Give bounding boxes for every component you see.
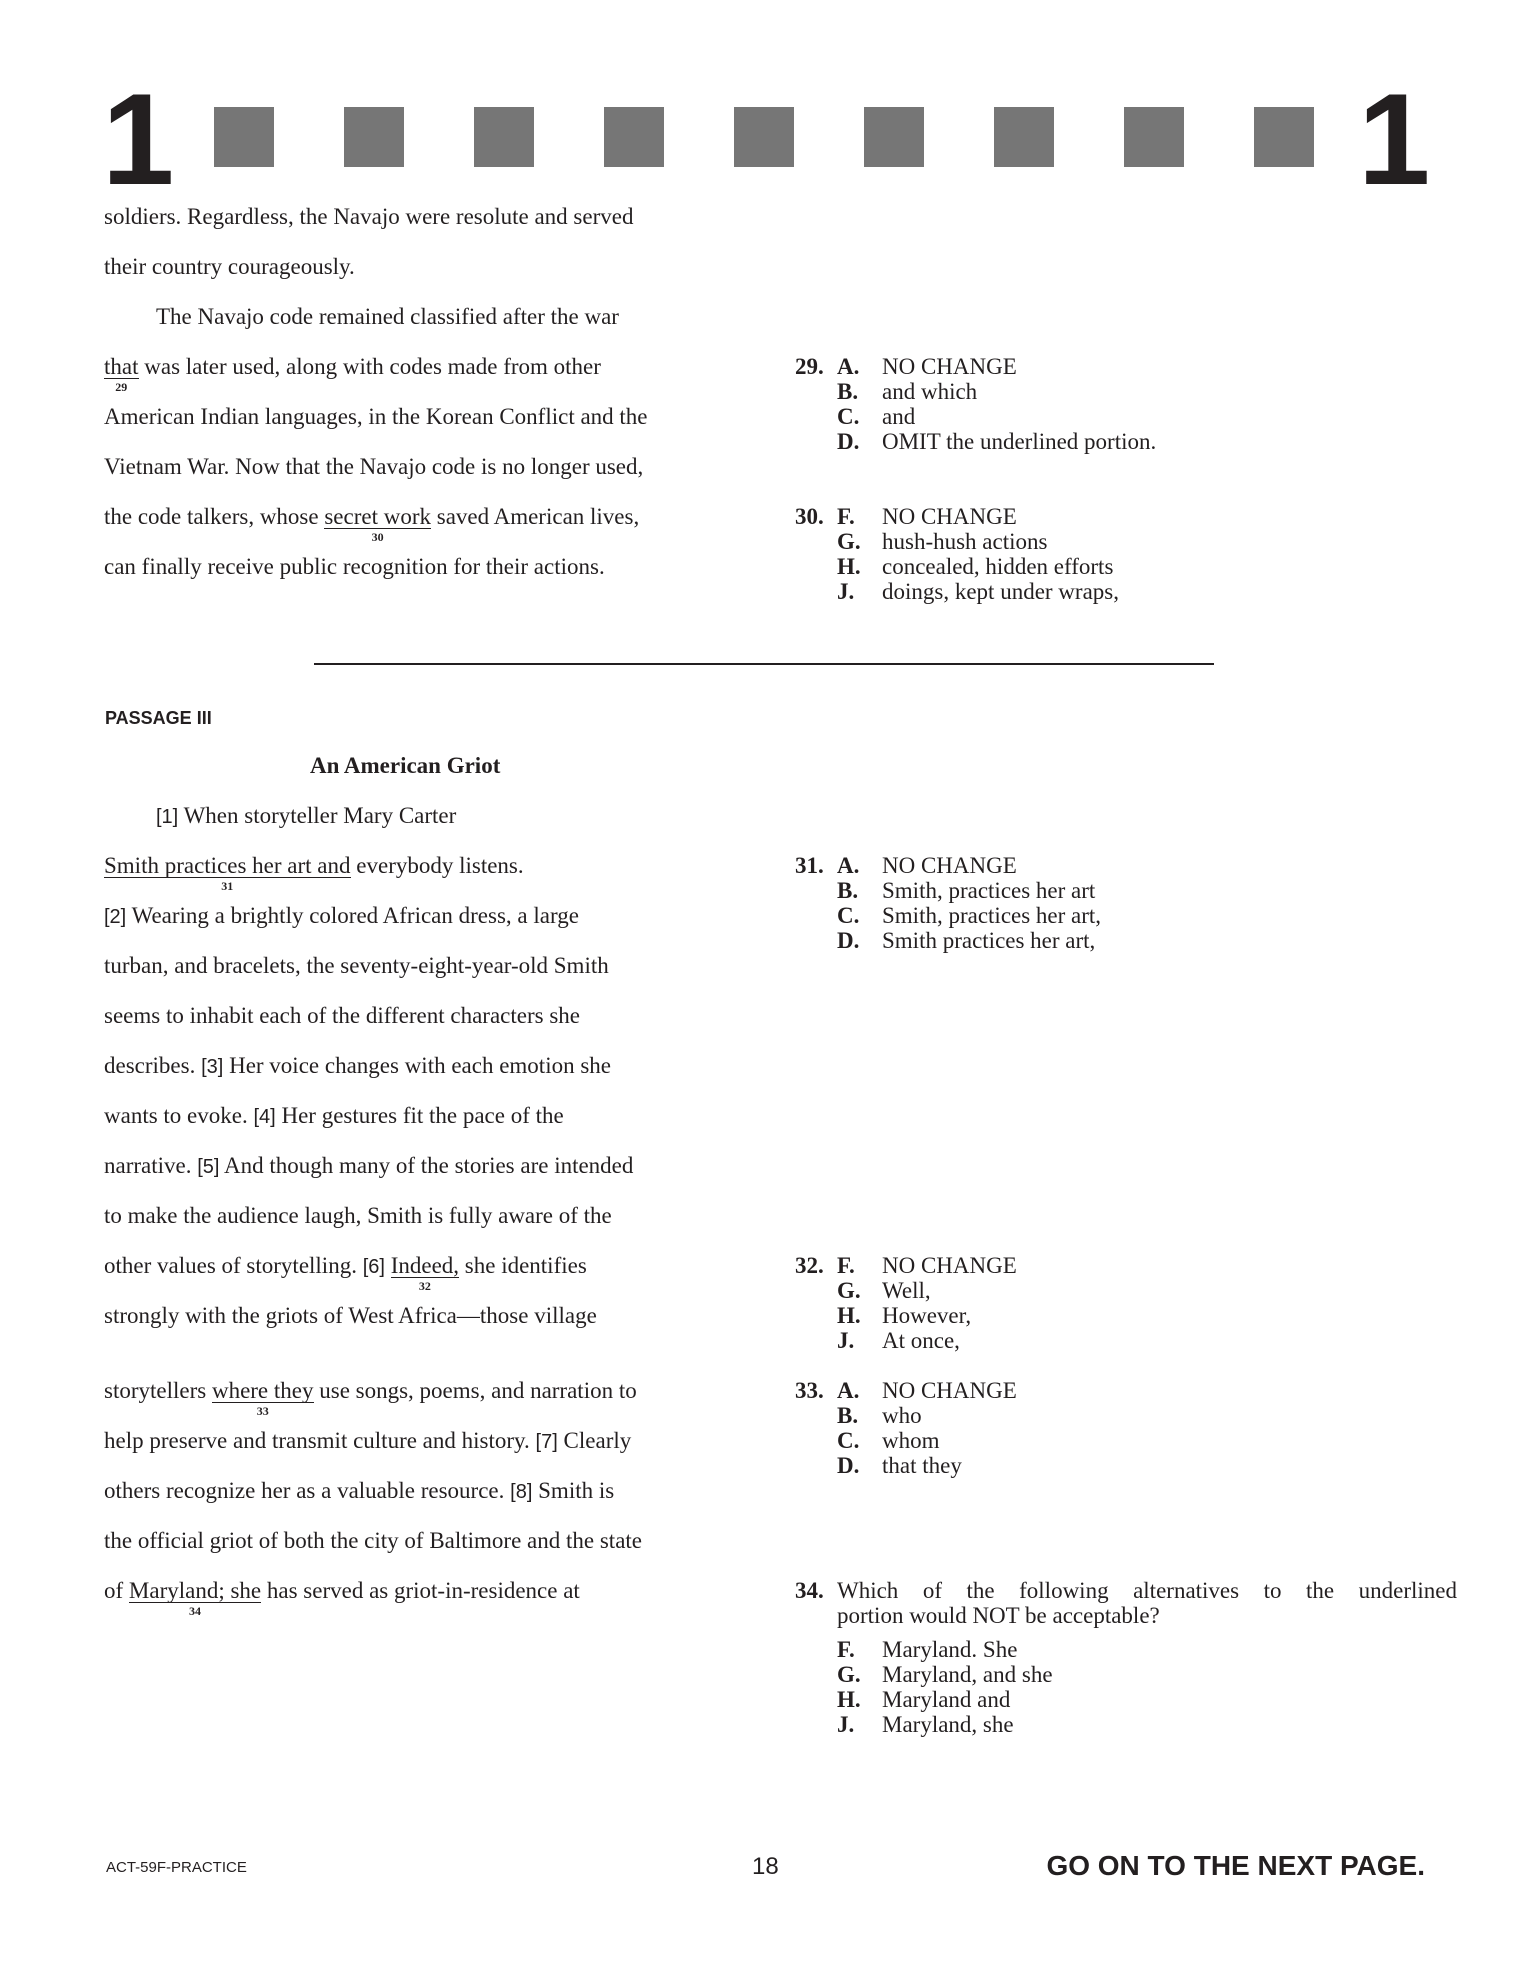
question-number: 29. (795, 354, 824, 379)
option-text: NO CHANGE (882, 354, 1017, 379)
question-31 (795, 853, 1101, 953)
header-square (864, 107, 924, 167)
sentence-marker: [1] (156, 806, 179, 828)
passage-line: turban, and bracelets, the seventy-eight-year-old Smith (104, 953, 609, 978)
question-marker-29: 29 (115, 380, 128, 394)
question-33 (795, 1378, 1017, 1478)
option-letter: B. (837, 878, 859, 903)
passage-line (104, 853, 524, 893)
header-square (214, 107, 274, 167)
option-text: Maryland. She (882, 1637, 1018, 1662)
option-row[interactable] (795, 903, 1101, 928)
option-letter: D. (837, 928, 860, 953)
passage-title: An American Griot (310, 753, 501, 778)
question-marker-31: 31 (221, 879, 234, 893)
option-row[interactable] (795, 529, 1119, 554)
option-row[interactable] (795, 878, 1101, 903)
passage-line (156, 803, 456, 830)
option-letter: H. (837, 1303, 861, 1328)
passage-text: When storyteller Mary Carter (178, 803, 457, 828)
passage-text: Smith is (532, 1478, 615, 1503)
passage-line: the official griot of both the city of Baltimore and the state (104, 1528, 643, 1553)
page-number: 18 (752, 1853, 779, 1880)
option-text: that they (882, 1453, 962, 1478)
option-row[interactable] (795, 928, 1101, 953)
option-row[interactable] (795, 554, 1119, 579)
passage-text: describes. (104, 1053, 202, 1078)
underlined-portion-32[interactable] (390, 1253, 460, 1293)
passage-text: Her voice changes with each emotion she (223, 1053, 611, 1078)
option-text: who (882, 1403, 922, 1428)
question-stem-text: Which of the following alternatives to the underlined (837, 1578, 1457, 1603)
option-text: and which (882, 379, 978, 404)
option-text: Maryland, and she (882, 1662, 1053, 1687)
question-34 (795, 1578, 1457, 1737)
option-letter: G. (837, 1278, 861, 1303)
underlined-portion-33[interactable] (211, 1378, 314, 1418)
option-letter: A. (837, 1378, 860, 1403)
footer-code: ACT-59F-PRACTICE (106, 1859, 247, 1876)
underlined-text: Indeed, (390, 1253, 460, 1278)
option-text: Smith, practices her art, (882, 903, 1102, 928)
option-letter: A. (837, 354, 860, 379)
passage-text: has served as griot-in-residence at (261, 1578, 580, 1603)
option-letter: G. (837, 529, 861, 554)
option-text: Smith, practices her art (882, 878, 1096, 903)
option-text: whom (882, 1428, 940, 1453)
question-stem-text: portion would NOT be acceptable? (837, 1603, 1160, 1628)
option-letter: C. (837, 404, 860, 429)
question-30 (795, 504, 1119, 604)
option-text: doings, kept under wraps, (882, 579, 1119, 604)
option-row[interactable] (795, 1637, 1457, 1662)
option-text: NO CHANGE (882, 1378, 1017, 1403)
option-text: Well, (882, 1278, 931, 1303)
section-number-right: 1 (1358, 66, 1427, 212)
option-text: NO CHANGE (882, 1253, 1017, 1278)
passage-text: use songs, poems, and narration to (313, 1378, 637, 1403)
option-letter: F. (837, 1637, 855, 1662)
option-row[interactable] (795, 1328, 1017, 1353)
question-marker-30: 30 (371, 530, 384, 544)
passage-label: PASSAGE III (105, 708, 212, 728)
passage-line (104, 1103, 564, 1130)
option-row[interactable] (795, 1378, 1017, 1403)
underlined-portion-34[interactable] (128, 1578, 262, 1618)
passage-text: saved American lives, (431, 504, 640, 529)
option-row[interactable] (795, 579, 1119, 604)
option-row[interactable] (795, 1253, 1017, 1278)
option-letter: A. (837, 853, 860, 878)
option-row[interactable] (795, 1712, 1457, 1737)
underlined-text: Maryland; she (128, 1578, 262, 1603)
option-letter: H. (837, 554, 861, 579)
option-letter: J. (837, 1712, 855, 1737)
question-32 (795, 1253, 1017, 1353)
passage-text: of (104, 1578, 129, 1603)
passage-line: Vietnam War. Now that the Navajo code is no longer used, (104, 454, 644, 479)
option-text: OMIT the underlined portion. (882, 429, 1157, 454)
option-row[interactable] (795, 404, 1156, 429)
question-29 (795, 354, 1156, 454)
passage-line (104, 903, 579, 930)
option-letter: B. (837, 379, 859, 404)
header-square (1124, 107, 1184, 167)
option-letter: G. (837, 1662, 861, 1687)
option-text: Smith practices her art, (882, 928, 1096, 953)
passage-line: to make the audience laugh, Smith is fully aware of the (104, 1203, 612, 1228)
passage-line (104, 1478, 614, 1505)
header-square (604, 107, 664, 167)
header-square (734, 107, 794, 167)
option-letter: J. (837, 579, 855, 604)
option-letter: D. (837, 429, 860, 454)
option-letter: D. (837, 1453, 860, 1478)
question-number: 32. (795, 1253, 824, 1278)
passage-text: others recognize her as a valuable resource. (104, 1478, 511, 1503)
passage-line (104, 1253, 587, 1293)
underlined-portion-30[interactable] (324, 504, 431, 544)
passage-text: narrative. (104, 1153, 198, 1178)
sentence-marker: [4] (253, 1106, 276, 1128)
option-letter: F. (837, 1253, 855, 1278)
option-text: and (882, 404, 916, 429)
passage-text: storytellers (104, 1378, 212, 1403)
passage-text: was later used, along with codes made from other (138, 354, 601, 379)
option-row[interactable] (795, 379, 1156, 404)
underlined-text: secret work (324, 504, 431, 529)
passage-text: wants to evoke. (104, 1103, 254, 1128)
option-letter: C. (837, 903, 860, 928)
option-letter: F. (837, 504, 855, 529)
option-row[interactable] (795, 853, 1101, 878)
passage-line (104, 1053, 611, 1080)
passage-line (104, 504, 640, 544)
passage-line (104, 1153, 633, 1180)
option-row[interactable] (795, 1687, 1457, 1712)
option-text: NO CHANGE (882, 853, 1017, 878)
option-row[interactable] (795, 429, 1156, 454)
passage-text: help preserve and transmit culture and history. (104, 1428, 536, 1453)
question-stem (795, 1603, 1457, 1628)
question-marker-32: 32 (418, 1279, 431, 1293)
passage-text: other values of storytelling. (104, 1253, 363, 1278)
passage-line: strongly with the griots of West Africa—those village (104, 1303, 597, 1328)
passage-line: seems to inhabit each of the different characters she (104, 1003, 580, 1028)
underlined-portion-31[interactable] (104, 853, 351, 893)
question-marker-33: 33 (256, 1404, 269, 1418)
passage-line: soldiers. Regardless, the Navajo were resolute and served (104, 204, 634, 229)
question-marker-34: 34 (189, 1604, 202, 1618)
passage-text: Clearly (557, 1428, 632, 1453)
sentence-marker: [7] (535, 1431, 558, 1453)
header-square (1254, 107, 1314, 167)
option-row[interactable] (795, 1403, 1017, 1428)
option-text: At once, (882, 1328, 960, 1353)
option-row[interactable] (795, 1278, 1017, 1303)
passage-text: And though many of the stories are intended (219, 1153, 634, 1178)
option-letter: H. (837, 1687, 861, 1712)
passage-text: the code talkers, whose (104, 504, 325, 529)
passage-line (104, 1578, 580, 1618)
option-text: However, (882, 1303, 972, 1328)
question-number: 31. (795, 853, 824, 878)
option-letter: J. (837, 1328, 855, 1353)
option-row[interactable] (795, 1662, 1457, 1687)
question-number: 33. (795, 1378, 824, 1403)
underlined-text: where they (211, 1378, 314, 1403)
option-text: Maryland, she (882, 1712, 1014, 1737)
sentence-marker: [6] (362, 1256, 385, 1278)
option-letter: B. (837, 1403, 859, 1428)
passage-line: their country courageously. (104, 254, 355, 279)
passage-text: she identifies (459, 1253, 587, 1278)
passage-line: can finally receive public recognition for their actions. (104, 554, 605, 579)
sentence-marker: [2] (104, 906, 127, 928)
header-square (474, 107, 534, 167)
option-row[interactable] (795, 1428, 1017, 1453)
section-number-left: 1 (102, 66, 171, 212)
passage-line: The Navajo code remained classified after the war (156, 304, 619, 329)
option-row[interactable] (795, 504, 1119, 529)
sentence-marker: [5] (197, 1156, 220, 1178)
option-text: Maryland and (882, 1687, 1011, 1712)
passage-line (104, 1428, 631, 1455)
option-text: concealed, hidden efforts (882, 554, 1114, 579)
passage-text: Wearing a brightly colored African dress, a large (126, 903, 579, 928)
sentence-marker: [8] (510, 1481, 533, 1503)
option-row[interactable] (795, 1303, 1017, 1328)
header-square (994, 107, 1054, 167)
header-square (344, 107, 404, 167)
passage-line (104, 1378, 637, 1418)
passage-divider (314, 663, 1214, 665)
option-row[interactable] (795, 354, 1156, 379)
passage-text: Her gestures fit the pace of the (275, 1103, 564, 1128)
option-text: hush-hush actions (882, 529, 1048, 554)
question-stem (795, 1578, 1457, 1603)
question-number: 34. (795, 1578, 824, 1603)
next-page-notice: GO ON TO THE NEXT PAGE. (1046, 1850, 1425, 1881)
passage-line: American Indian languages, in the Korean Conflict and the (104, 404, 648, 429)
option-letter: C. (837, 1428, 860, 1453)
question-number: 30. (795, 504, 824, 529)
option-text: NO CHANGE (882, 504, 1017, 529)
underlined-text: Smith practices her art and (104, 853, 351, 878)
passage-text: everybody listens. (350, 853, 524, 878)
underlined-text: that (104, 354, 139, 379)
underlined-portion-29[interactable] (104, 354, 139, 394)
passage-line (104, 354, 601, 394)
option-row[interactable] (795, 1453, 1017, 1478)
sentence-marker: [3] (201, 1056, 224, 1078)
